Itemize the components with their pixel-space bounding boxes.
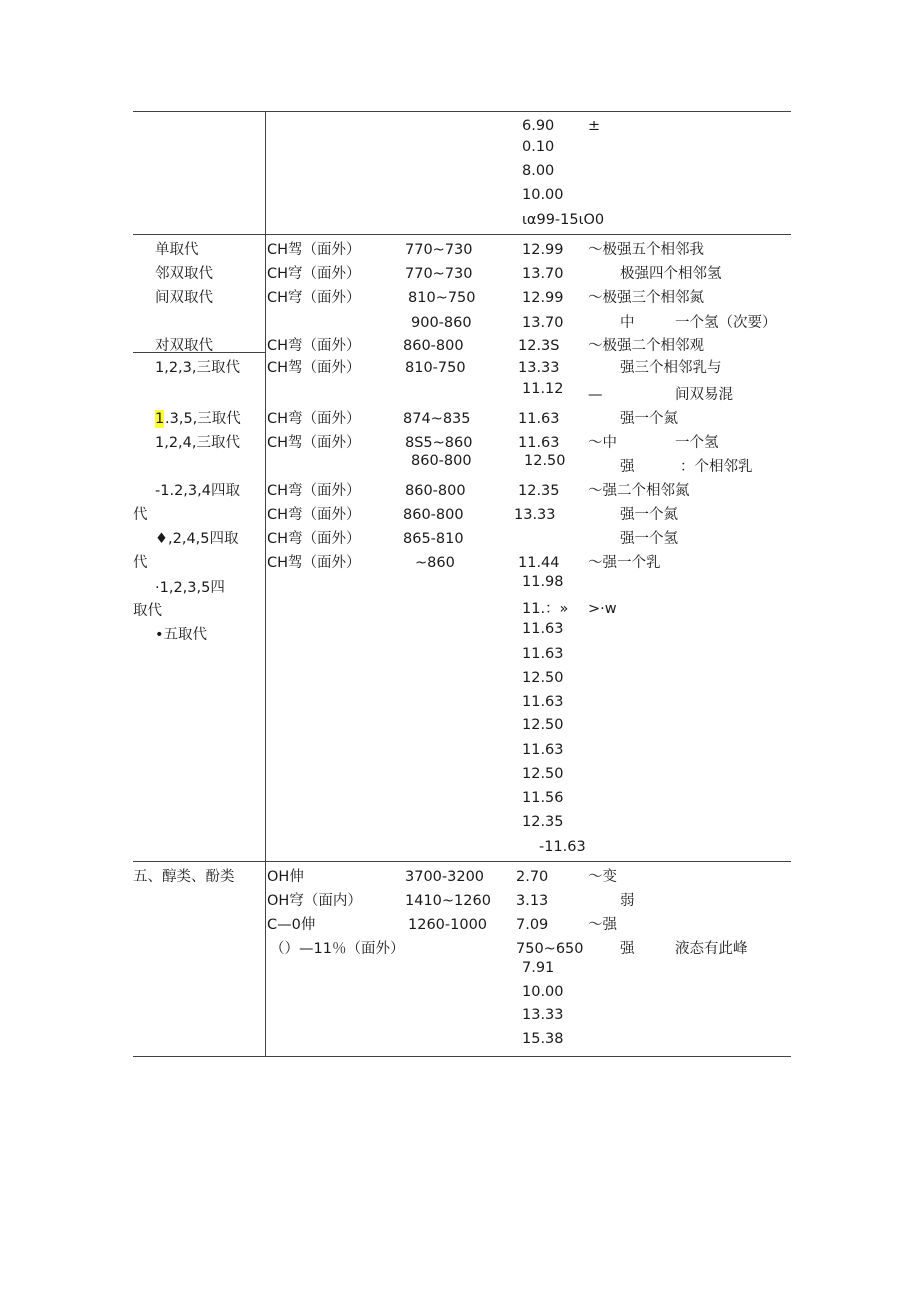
cell-text: 11.63: [518, 411, 560, 427]
cell-text: 2.70: [516, 869, 549, 885]
cell-text: 15.38: [522, 1031, 564, 1047]
cell-text: 11.98: [522, 574, 564, 590]
cell-text: 13.70: [522, 266, 564, 282]
cell-text: ±: [588, 118, 601, 134]
cell-text: 12.50: [524, 453, 566, 469]
cell-text: 强: [620, 941, 635, 957]
cell-text: 一个氢: [675, 435, 719, 451]
cell-text: OH伸: [267, 869, 304, 885]
cell-text: 强: [620, 459, 635, 475]
cell-text: 6.90: [522, 118, 555, 134]
cell-text: 0.10: [522, 139, 555, 155]
cell-text: ·1,2,3,5四: [155, 580, 225, 596]
cell-text: 10.00: [522, 984, 564, 1000]
cell-text: 860-800: [411, 453, 472, 469]
cell-text: （）—11％（面外）: [270, 941, 405, 957]
cell-text: CH穹（面外）: [267, 290, 361, 306]
cell-text: .3,5,三取代: [165, 411, 241, 427]
cell-text: 单取代: [155, 242, 199, 258]
cell-text: 中: [620, 315, 635, 331]
cell-text: 12.50: [522, 717, 564, 733]
cell-text: 代: [133, 507, 148, 523]
cell-text: 〜强二个相邻氮: [588, 483, 690, 499]
column-divider: [265, 111, 266, 1056]
cell-text: ：个相邻乳: [680, 459, 753, 475]
cell-text: 11.63: [518, 435, 560, 451]
cell-text: 860-800: [405, 483, 466, 499]
cell-text: 间双取代: [155, 290, 213, 306]
cell-text: 〜极强五个相邻我: [588, 242, 704, 258]
cell-text: CH驾（面外）: [267, 242, 361, 258]
cell-text: CH弯（面外）: [267, 483, 361, 499]
row-divider: [133, 234, 791, 235]
cell-text: 液态有此峰: [675, 941, 748, 957]
cell-text: 1,2,3,三取代: [155, 360, 241, 376]
cell-text: 强一个氮: [620, 411, 678, 427]
cell-text: 11.：»: [522, 601, 569, 617]
cell-text: 代: [133, 555, 148, 571]
cell-text: 7.09: [516, 917, 549, 933]
cell-text: 12.35: [518, 483, 560, 499]
cell-text: 3700-3200: [405, 869, 485, 885]
cell-text: 〜变: [588, 869, 617, 885]
cell-text: 750~650: [516, 941, 584, 957]
cell-text: 11.44: [518, 555, 560, 571]
cell-text: 一个氢（次要）: [675, 315, 777, 331]
cell-text: -1.2,3,4四取: [155, 483, 240, 499]
cell-text: 8.00: [522, 163, 555, 179]
cell-text: -11.63: [539, 839, 586, 855]
cell-text: ~860: [415, 555, 455, 571]
cell-text: C—0伸: [267, 917, 316, 933]
cell-text: —: [588, 387, 603, 403]
cell-text: 极强四个相邻氢: [620, 266, 722, 282]
cell-text: 间双易混: [675, 387, 733, 403]
cell-text: 强一个氮: [620, 507, 678, 523]
cell-text: OH穹（面内）: [267, 893, 362, 909]
cell-text: 770~730: [405, 242, 473, 258]
cell-text: 五、醇类、酚类: [133, 869, 235, 885]
cell-text: 12.3S: [518, 338, 560, 354]
cell-text: 〜强一个乳: [588, 555, 661, 571]
cell-text: 12.99: [522, 242, 564, 258]
cell-text: 11.63: [522, 646, 564, 662]
cell-text: CH弯（面外）: [267, 531, 361, 547]
cell-text: 860-800: [403, 338, 464, 354]
cell-text: 865-810: [403, 531, 464, 547]
cell-text: 7.91: [522, 960, 555, 976]
cell-text: 11.12: [522, 381, 564, 397]
cell-text: 〜极强三个相邻氮: [588, 290, 704, 306]
cell-text: >·w: [588, 601, 617, 617]
cell-text: 对双取代: [155, 338, 213, 354]
cell-text: 1,2,4,三取代: [155, 435, 241, 451]
cell-text: 13.33: [514, 507, 556, 523]
cell-text: 〜极强二个相邻观: [588, 338, 704, 354]
cell-text: 13.70: [522, 315, 564, 331]
cell-text: 12.50: [522, 670, 564, 686]
cell-text: 810~750: [408, 290, 476, 306]
cell-text: 11.56: [522, 790, 564, 806]
cell-text: 12.99: [522, 290, 564, 306]
highlighted-digit: 1: [155, 411, 165, 427]
cell-text: CH驾（面外）: [267, 360, 361, 376]
cell-text: 3.13: [516, 893, 549, 909]
cell-text: 810-750: [405, 360, 466, 376]
cell-text: 邻双取代: [155, 266, 213, 282]
cell-text: CH弯（面外）: [267, 338, 361, 354]
cell-text: 〜中: [588, 435, 617, 451]
cell-text: 〜强: [588, 917, 617, 933]
cell-text: 11.63: [522, 694, 564, 710]
table-top-rule: [133, 111, 791, 112]
cell-text: 10.00: [522, 187, 564, 203]
row-divider: [133, 861, 791, 862]
cell-text: 770~730: [405, 266, 473, 282]
table-bottom-rule: [133, 1056, 791, 1057]
cell-text: CH弯（面外）: [267, 411, 361, 427]
cell-text: 13.33: [522, 1007, 564, 1023]
cell-text: 860-800: [403, 507, 464, 523]
cell-text: 900-860: [411, 315, 472, 331]
cell-text: CH穹（面外）: [267, 266, 361, 282]
cell-text: 874~835: [403, 411, 471, 427]
cell-text: 取代: [133, 603, 162, 619]
cell-text: 12.35: [522, 814, 564, 830]
cell-text: 11.63: [522, 742, 564, 758]
cell-text: ια99-15ιO0: [522, 212, 605, 228]
cell-text: CH驾（面外）: [267, 555, 361, 571]
cell-text: 弱: [620, 893, 635, 909]
cell-text: 13.33: [518, 360, 560, 376]
cell-text: •五取代: [155, 627, 208, 643]
cell-text: 11.63: [522, 621, 564, 637]
cell-text: 强一个氢: [620, 531, 678, 547]
cell-text: 1260-1000: [408, 917, 488, 933]
cell-text: 8S5~860: [405, 435, 473, 451]
cell-text: 强三个相邻乳与: [620, 360, 722, 376]
cell-text: ♦,2,4,5四取: [155, 531, 239, 547]
cell-text: CH弯（面外）: [267, 507, 361, 523]
cell-text: CH驾（面外）: [267, 435, 361, 451]
cell-text: 1410~1260: [405, 893, 491, 909]
cell-text: 12.50: [522, 766, 564, 782]
